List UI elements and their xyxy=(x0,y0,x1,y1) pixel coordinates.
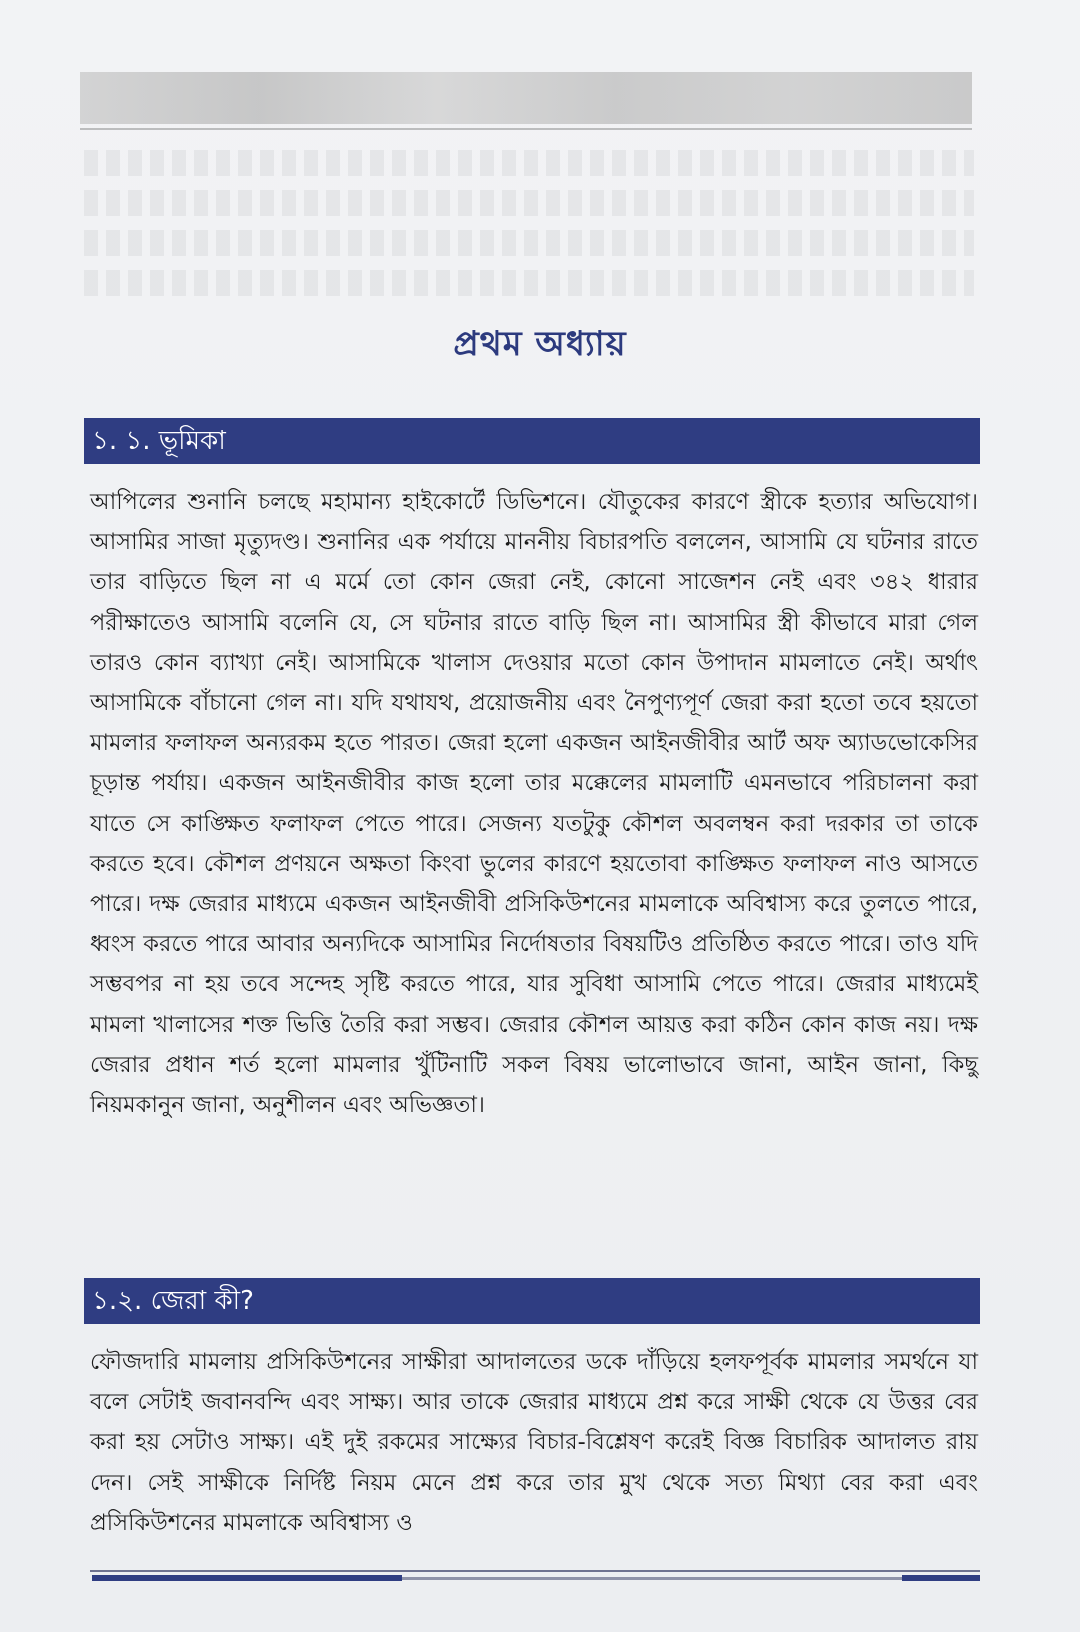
show-through-line xyxy=(84,230,974,256)
header-band xyxy=(80,72,972,124)
section-body-introduction: আপিলের শুনানি চলছে মহামান্য হাইকোর্টে ডিভিশনে। যৌতুকের কারণে স্ত্রীকে হত্যার অভিযোগ। আসামির সাজা মৃত্যুদণ্ড। শুনানির এক পর্যায়ে মাননীয় বিচারপতি বললেন, আসামি যে ঘটনার রাতে তার বাড়িতে ছিল না এ মর্মে তো কোন জেরা নেই, কোনো সাজেশন নেই এবং ৩৪২ ধারার পরীক্ষাতেও আসামি বলেনি যে, সে ঘটনার রাতে বাড়ি ছিল না। আসামির স্ত্রী কীভাবে মারা গেল তারও কোন ব্যাখ্যা নেই। আসামিকে খালাস দেওয়ার মতো কোন উপাদান মামলাতে নেই। অর্থাৎ আসামিকে বাঁচানো গেল না। যদি যথাযথ, প্রয়োজনীয় এবং নৈপুণ্যপূর্ণ জেরা করা হতো তবে হয়তো মামলার ফলাফল অন্যরকম হতে পারত। জেরা হলো একজন আইনজীবীর আর্ট অফ অ্যাডভোকেসির চূড়ান্ত পর্যায়। একজন আইনজীবীর কাজ হলো তার মক্কেলের মামলাটি এমনভাবে পরিচালনা করা যাতে সে কাঙ্ক্ষিত ফলাফল পেতে পারে। সেজন্য যতটুকু কৌশল অবলম্বন করা দরকার তা তাকে করতে হবে। কৌশল প্রণয়নে অক্ষতা কিংবা ভুলের কারণে হয়তোবা কাঙ্ক্ষিত ফলাফল নাও আসতে পারে। দক্ষ জেরার মাধ্যমে একজন আইনজীবী প্রসিকিউশনের মামলাকে অবিশ্বাস্য করে তুলতে পারে, ধ্বংস করতে পারে আবার অন্যদিকে আসামির নির্দোষতার বিষয়টিও প্রতিষ্ঠিত করতে পারে। তাও যদি সম্ভবপর না হয় তবে সন্দেহ সৃষ্টি করতে পারে, যার সুবিধা আসামি পেতে পারে। জেরার মাধ্যমেই মামলা খালাসের শক্ত ভিত্তি তৈরি করা সম্ভব। জেরার কৌশল আয়ত্ত করা কঠিন কোন কাজ নয়। দক্ষ জেরার প্রধান শর্ত হলো মামলার খুঁটিনাটি সকল বিষয় ভালোভাবে জানা, আইন জানা, কিছু নিয়মকানুন জানা, অনুশীলন এবং অভিজ্ঞতা। xyxy=(90,489,978,1119)
section-heading-what-is-cross: ১.২. জেরা কী? xyxy=(84,1278,980,1324)
footer-rule xyxy=(90,1570,980,1572)
chapter-title: প্রথম অধ্যায় xyxy=(453,324,627,364)
section-heading-introduction: ১. ১. ভূমিকা xyxy=(84,418,980,464)
show-through-line xyxy=(84,270,974,296)
show-through-line xyxy=(84,190,974,216)
footer-accent-right xyxy=(902,1575,980,1581)
show-through-line xyxy=(84,150,974,176)
footer-accent-left xyxy=(92,1575,402,1581)
section-body-what-is-cross: ফৌজদারি মামলায় প্রসিকিউশনের সাক্ষীরা আদালতের ডকে দাঁড়িয়ে হলফপূর্বক মামলার সমর্থনে যা বলে সেটাই জবানবন্দি এবং সাক্ষ্য। আর তাকে জেরার মাধ্যমে প্রশ্ন করে সাক্ষী থেকে যে উত্তর বের করা হয় সেটাও সাক্ষ্য। এই দুই রকমের সাক্ষ্যের বিচার-বিশ্লেষণ করেই বিজ্ঞ বিচারিক আদালত রায় দেন। সেই সাক্ষীকে নির্দিষ্ট নিয়ম মেনে প্রশ্ন করে তার মুখ থেকে সত্য মিথ্যা বের করা এবং প্রসিকিউশনের মামলাকে অবিশ্বাস্য ও xyxy=(90,1349,978,1536)
footer-accent-mid xyxy=(402,1577,902,1580)
header-rule xyxy=(80,128,972,130)
